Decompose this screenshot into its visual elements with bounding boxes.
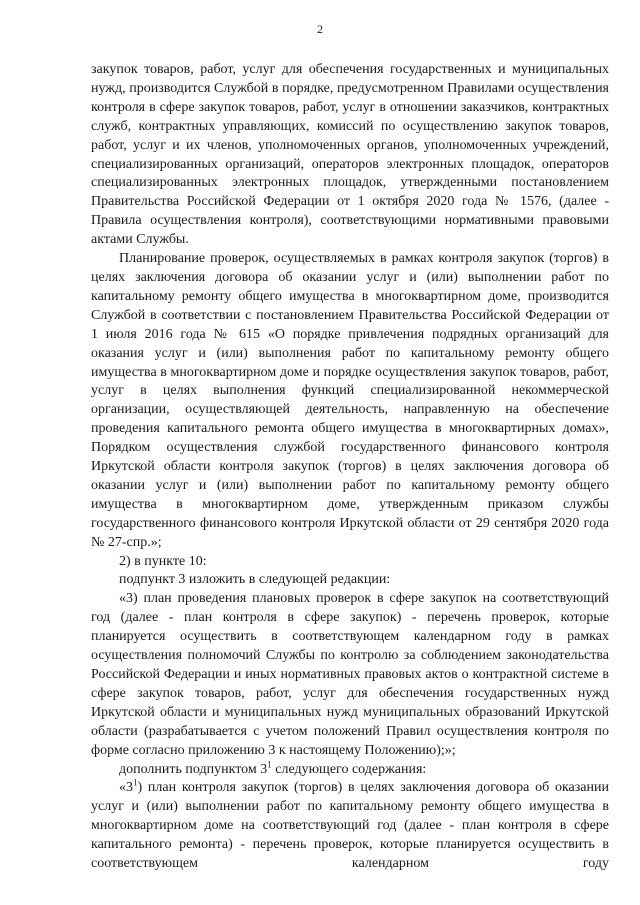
paragraph-6-superscript: 1 [267, 758, 272, 769]
paragraph-1: закупок товаров, работ, услуг для обеспечения государственных и муниципальных нужд, производится Службой в порядке, предусмотренном Правилами осуществления контроля в сфере закупок товаров, работ, услуг в отношении заказчиков, контрактных служб, контрактных управляющих, комиссий по осуществлению закупок товаров, работ, услуг и их членов, уполномоченных органов, уполномоченных учреждений, специализированных организаций, операторов электронных площадок, операторов специализированных электронных площадок, утвержденными постановлением Правительства Российской Федерации от 1 октября 2020 года № 1576, (далее - Правила осуществления контроля), соответствующими нормативными правовыми актами Службы. [91, 62, 609, 248]
page-number: 2 [317, 22, 323, 36]
document-body [91, 61, 609, 874]
paragraph-6 [91, 758, 609, 780]
paragraph-4: подпункт 3 изложить в следующей редакции: [119, 572, 391, 588]
paragraph-2: Планирование проверок, осуществляемых в рамках контроля закупок (торгов) в целях заключения договора об оказании услуг и (или) выполнении работ по капитальному ремонту общего имущества в многоквартирном доме, производится Службой в соответствии с постановлением Правительства Российской Федерации от 1 июля 2016 года № 615 «О порядке привлечения подрядных организаций для оказания услуг и (или) выполнения работ по капитальному ремонту общего имущества в многоквартирном доме и порядке осуществления закупок товаров, работ, услуг в целях выполнения функций специализированной некоммерческой организации, осуществляющей деятельность, направленную на обеспечение проведения капитального ремонта общего имущества в многоквартирных домах», Порядком осуществления службой государственного финансового контроля Иркутской области контроля закупок (торгов) в целях заключения договора об оказании услуг и (или) выполнении работ по капитальному ремонту общего имущества в многоквартирном доме, утвержденным приказом службы государственного финансового контроля Иркутской области от 29 сентября 2020 года № 27-спр.»; [91, 251, 609, 550]
paragraph-6-text-start: дополнить подпунктом 3 [119, 761, 268, 777]
paragraph-6-text-end: следующего содержания: [271, 761, 427, 777]
paragraph-5: «3) план проведения плановых проверок в сфере закупок на соответствующий год (далее - план контроля в сфере закупок) - перечень проверок, которые планируется осуществить в соответствующем календарном году в рамках осуществления полномочий Службы по контролю за соблюдением законодательства Российской Федерации и иных нормативных правовых актов о контрактной системе в сфере закупок товаров, работ, услуг для обеспечения государственных нужд Иркутской области и муниципальных нужд муниципальных образований Иркутской области (разрабатывается с учетом положений Правил осуществления контроля по форме согласно приложению 3 к настоящему Положению);»; [91, 591, 609, 758]
paragraph-7-superscript: 1 [133, 777, 138, 788]
paragraph-7-text-start: «3 [119, 780, 133, 796]
paragraph-7 [91, 779, 609, 874]
paragraph-7-text-end: ) план контроля закупок (торгов) в целях заключения договора об оказании услуг и (или) выполнении работ по капитальному ремонту общего имущества в многоквартирном доме на соответствующий год (далее - план контроля в сфере капитального ремонта) - перечень проверок, которые планируется осуществить в соответствующем календарном году [91, 780, 609, 872]
paragraph-3: 2) в пункте 10: [119, 553, 207, 569]
